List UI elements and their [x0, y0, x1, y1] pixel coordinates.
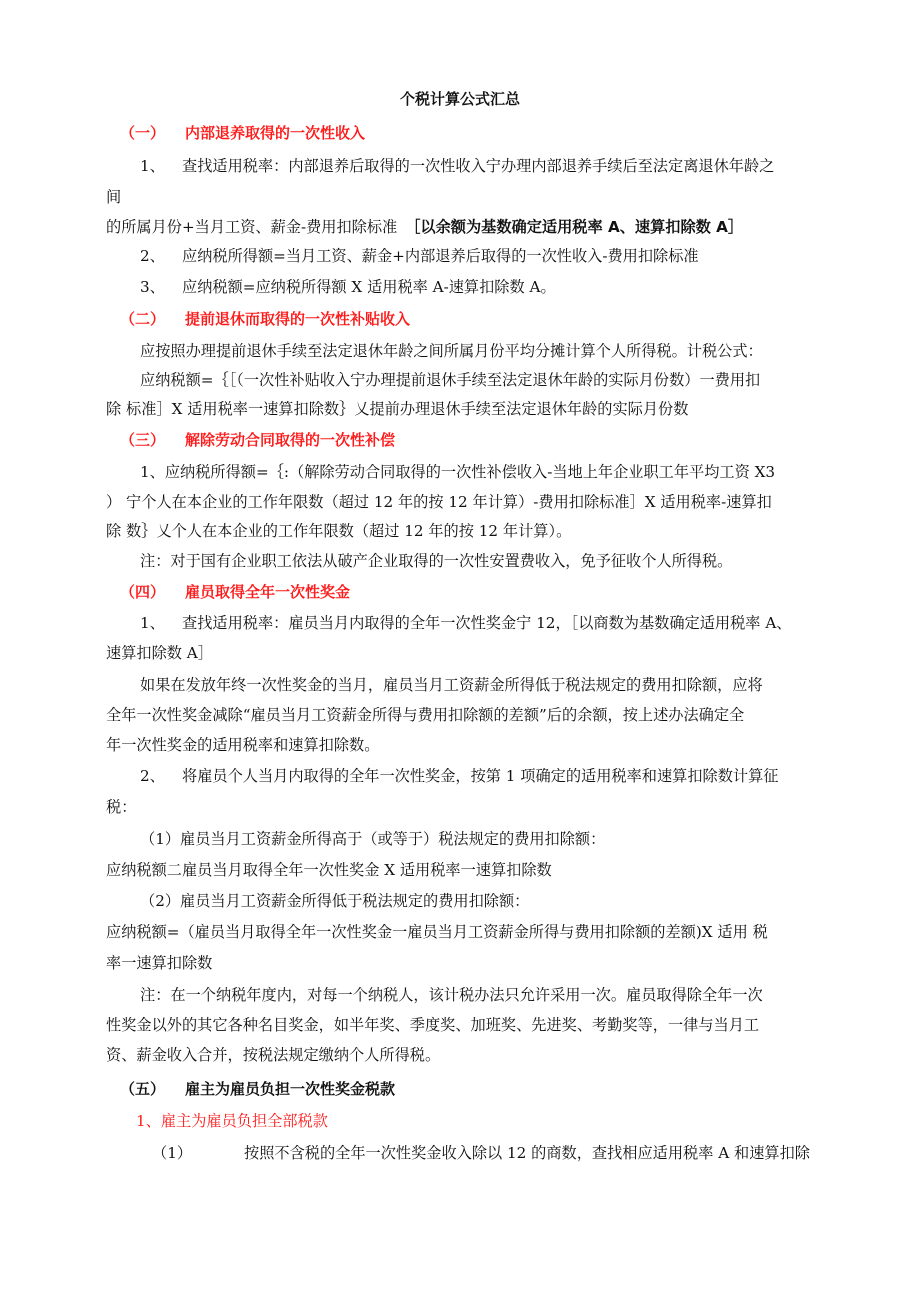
section-5-heading [120, 1079, 395, 1099]
section-4-number: （四） [120, 583, 166, 601]
s1-item3-number: 3、 [140, 278, 165, 296]
s3-item1-line1: 1、应纳税所得额=｛:（解除劳动合同取得的一次性补偿收入-当地上年企业职工年平均工资 X3 [140, 463, 776, 481]
s1-item1-line2: 间 [106, 188, 122, 206]
s4-note-line2: 性奖金以外的其它各种名目奖金，如半年奖、季度奖、加班奖、先进奖、考勤奖等，一律与当月工 [106, 1016, 760, 1034]
s2-formula-line1: 应纳税额=｛［（一次性补贴收入宁办理提前退休手续至法定退休年龄的实际月份数）一费用扣 [140, 371, 761, 389]
s2-paragraph-1: 应按照办理提前退休手续至法定退休年龄之间所属月份平均分摊计算个人所得税。计税公式： [140, 342, 763, 360]
s4-case1-text: 雇员当月工资薪金所得高于（或等于）税法规定的费用扣除额： [180, 830, 606, 848]
s1-item1-formula: 的所属月份+当月工资、薪金-费用扣除标准 [106, 218, 398, 236]
section-1-number: （一） [120, 124, 166, 142]
s4-item2-text: 将雇员个人当月内取得的全年一次性奖金，按第 1 项确定的适用税率和速算扣除数计算征 [182, 767, 779, 785]
s2-formula-line2: 除 标准］X 适用税率一速算扣除数｝乂提前办理退休手续至法定退休年龄的实际月份数 [106, 400, 689, 418]
s1-item1-line1 [140, 156, 774, 176]
s3-item1-line3: 除 数｝乂个人在本企业的工作年限数（超过 12 年的按 12 年计算）。 [106, 522, 572, 540]
section-2-number: （二） [120, 310, 166, 328]
s4-item1-line1 [140, 613, 791, 633]
section-5-number: （五） [120, 1080, 166, 1098]
section-5-title: 雇主为雇员负担一次性奖金税款 [185, 1080, 396, 1098]
s1-item1-line3 [106, 217, 743, 237]
s4-case2-text: 雇员当月工资薪金所得低于税法规定的费用扣除额： [180, 892, 530, 910]
s4-item1-line2: 速算扣除数 A］ [106, 644, 213, 662]
s1-item2-number: 2、 [140, 247, 165, 265]
s1-item1-text: 查找适用税率：内部退养后取得的一次性收入宁办理内部退养手续后至法定离退休年龄之 [182, 157, 775, 175]
s4-case2 [140, 891, 529, 911]
s4-para1-line3: 年一次性奖金的适用税率和速算扣除数。 [106, 736, 380, 754]
s4-para1-line1: 如果在发放年终一次性奖金的当月，雇员当月工资薪金所得低于税法规定的费用扣除额，应将 [140, 676, 763, 694]
s1-item3 [140, 277, 556, 297]
document-title: 个税计算公式汇总 [399, 90, 520, 108]
s1-item1-bracket-note: ［以余额为基数确定适用税率 A、速算扣除数 A］ [405, 218, 744, 236]
s4-para1-line2: 全年一次性奖金减除“雇员当月工资薪金所得与费用扣除额的差额”后的余额，按上述办法确定全 [106, 706, 745, 724]
s4-item1-text: 查找适用税率：雇员当月内取得的全年一次性奖金宁 12，［以商数为基数确定适用税率 A、 [182, 614, 792, 632]
section-2-title: 提前退休而取得的一次性补贴收入 [185, 310, 411, 328]
section-3-number: （三） [120, 431, 166, 449]
s5-subheading-1: 1、雇主为雇员负担全部税款 [136, 1112, 328, 1130]
s4-note-line1: 注：在一个纳税年度内，对每一个纳税人，该计税办法只允许采用一次。雇员取得除全年一次 [140, 986, 763, 1004]
s4-case2-number: （2） [140, 892, 181, 910]
s4-item2-number: 2、 [140, 767, 165, 785]
section-3-title: 解除劳动合同取得的一次性补偿 [185, 431, 396, 449]
section-4-title: 雇员取得全年一次性奖金 [185, 583, 351, 601]
section-2-heading [120, 309, 410, 329]
section-1-title: 内部退养取得的一次性收入 [185, 124, 366, 142]
s4-case1-formula: 应纳税额二雇员当月取得全年一次性奖金 X 适用税率一速算扣除数 [106, 861, 552, 879]
s1-item2-text: 应纳税所得额=当月工资、薪金+内部退养后取得的一次性收入-费用扣除标准 [182, 247, 699, 265]
s1-item2 [140, 246, 699, 266]
s5-case1 [152, 1143, 810, 1163]
s4-case1-number: （1） [140, 830, 181, 848]
s4-case2-formula-line2: 率一速算扣除数 [106, 954, 213, 972]
section-3-heading [120, 430, 395, 450]
section-1-heading [120, 123, 365, 143]
s3-note: 注：对于国有企业职工依法从破产企业取得的一次性安置费收入，免予征收个人所得税。 [140, 552, 733, 570]
s1-item1-number: 1、 [140, 157, 165, 175]
s3-item1-line2: ） 宁个人在本企业的工作年限数（超过 12 年的按 12 年计算）-费用扣除标准］X 适用税率-速算扣 [106, 493, 772, 511]
s4-note-line3: 资、薪金收入合并，按税法规定缴纳个人所得税。 [106, 1046, 441, 1064]
s4-item2-line1 [140, 766, 778, 786]
s4-item2-line2: 税： [106, 798, 137, 816]
s4-case1 [140, 829, 605, 849]
s4-case2-formula-line1: 应纳税额=（雇员当月取得全年一次性奖金一雇员当月工资薪金所得与费用扣除额的差额)X 适用 税 [106, 923, 768, 941]
s4-item1-number: 1、 [140, 614, 165, 632]
s1-item3-text: 应纳税额=应纳税所得额 X 适用税率 A-速算扣除数 A。 [182, 278, 556, 296]
s5-case1-text: 按照不含税的全年一次性奖金收入除以 12 的商数，查找相应适用税率 A 和速算扣除 [244, 1144, 810, 1162]
s5-case1-number: （1） [152, 1144, 193, 1162]
section-4-heading [120, 582, 350, 602]
